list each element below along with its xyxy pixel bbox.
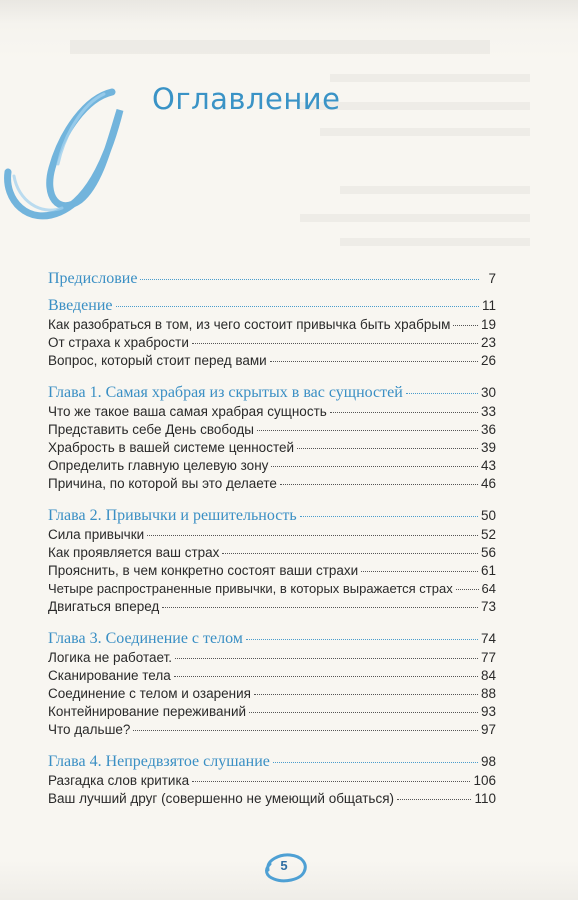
toc-entry-label: Глава 3. Соединение с телом <box>48 630 243 647</box>
dot-leader <box>257 430 478 431</box>
toc-entry-label: Глава 2. Привычки и решительность <box>48 507 297 524</box>
page-title: Оглавление <box>152 82 341 116</box>
toc-entry-page: 7 <box>488 271 496 286</box>
toc-entry-page: 93 <box>480 704 496 719</box>
toc-entry[interactable] <box>48 335 496 353</box>
toc-entry[interactable] <box>48 704 496 722</box>
toc-entry-label: Предисловие <box>48 270 138 287</box>
toc-entry-label: Что же такое ваша самая храбрая сущность <box>48 404 327 419</box>
toc-entry-page: 61 <box>480 563 496 578</box>
toc-entry-page: 110 <box>474 791 496 806</box>
toc-entry-page: 97 <box>480 722 496 737</box>
toc-entry-chapter-2[interactable] <box>48 507 496 527</box>
dot-leader <box>116 306 479 307</box>
toc-entry[interactable] <box>48 422 496 440</box>
toc-entry-label: От страха к храбрости <box>48 335 189 350</box>
toc-entry[interactable] <box>48 686 496 704</box>
toc-entry-label: Контейнирование переживаний <box>48 704 247 719</box>
dot-leader <box>249 712 478 713</box>
toc-entry-page: 33 <box>480 404 496 419</box>
toc-entry-label: Как разобраться в том, из чего состоит привычка быть храбрым <box>48 317 451 332</box>
toc-entry[interactable] <box>48 527 496 545</box>
dot-leader <box>397 799 471 800</box>
dot-leader <box>162 607 478 608</box>
toc-entry-label: Вопрос, который стоит перед вами <box>48 353 267 368</box>
toc-entry-label: Что дальше? <box>48 722 131 737</box>
toc-entry-label: Прояснить, в чем конкретно состоят ваши страхи <box>48 563 359 578</box>
toc-entry-page: 77 <box>480 650 496 665</box>
toc-entry[interactable] <box>48 476 496 494</box>
toc-entry[interactable] <box>48 545 496 563</box>
toc-entry-label: Четыре распространенные привычки, в которых выражается страх <box>48 581 453 596</box>
toc-entry-page: 19 <box>480 317 496 332</box>
toc-entry-introduction[interactable] <box>48 297 496 317</box>
page-number: 5 <box>280 858 288 873</box>
toc-entry-chapter-4[interactable] <box>48 753 496 773</box>
toc-entry[interactable] <box>48 668 496 686</box>
toc-entry-label: Как проявляется ваш страх <box>48 545 220 560</box>
table-of-contents <box>48 270 496 809</box>
toc-entry-label: Разгадка слов критика <box>48 773 190 788</box>
toc-entry-page: 73 <box>480 599 496 614</box>
toc-entry-page: 106 <box>473 773 496 788</box>
toc-entry[interactable] <box>48 440 496 458</box>
toc-entry-label: Храбрость в вашей системе ценностей <box>48 440 295 455</box>
toc-entry[interactable] <box>48 791 496 809</box>
toc-entry-page: 36 <box>480 422 496 437</box>
toc-entry-page: 46 <box>480 476 496 491</box>
dot-leader <box>453 325 478 326</box>
toc-entry-label: Соединение с телом и озарения <box>48 686 251 701</box>
toc-entry-label: Двигаться вперед <box>48 599 160 614</box>
dot-leader <box>147 535 478 536</box>
toc-entry[interactable] <box>48 722 496 740</box>
dot-leader <box>192 781 470 782</box>
toc-entry[interactable] <box>48 353 496 371</box>
toc-entry-page: 43 <box>480 458 496 473</box>
toc-entry-label: Введение <box>48 297 113 314</box>
toc-entry-page: 39 <box>480 440 496 455</box>
toc-entry[interactable] <box>48 404 496 422</box>
toc-entry-label: Сканирование тела <box>48 668 171 683</box>
toc-entry-chapter-3[interactable] <box>48 630 496 650</box>
toc-entry-page: 88 <box>480 686 496 701</box>
dot-leader <box>174 676 478 677</box>
toc-entry-page: 50 <box>480 508 496 523</box>
toc-entry-page: 64 <box>481 581 496 596</box>
toc-entry[interactable] <box>48 317 496 335</box>
dot-leader <box>133 730 478 731</box>
toc-entry-page: 74 <box>480 631 496 646</box>
toc-entry-label: Логика не работает. <box>48 650 173 665</box>
toc-entry-chapter-1[interactable] <box>48 384 496 404</box>
dot-leader <box>254 694 478 695</box>
toc-entry-page: 56 <box>480 545 496 560</box>
toc-entry-page: 52 <box>480 527 496 542</box>
dot-leader <box>273 762 478 763</box>
dot-leader <box>175 658 478 659</box>
toc-entry[interactable] <box>48 773 496 791</box>
dot-leader <box>456 589 479 590</box>
toc-entry-label: Ваш лучший друг (совершенно не умеющий общаться) <box>48 791 395 806</box>
toc-entry-label: Глава 1. Самая храбрая из скрытых в вас сущностей <box>48 384 403 401</box>
dot-leader <box>280 484 478 485</box>
toc-entry-label: Определить главную целевую зону <box>48 458 269 473</box>
dot-leader <box>270 361 478 362</box>
toc-entry-label: Глава 4. Непредвзятое слушание <box>48 753 270 770</box>
dot-leader <box>406 393 478 394</box>
dot-leader <box>246 639 478 640</box>
toc-entry[interactable] <box>48 650 496 668</box>
toc-entry[interactable] <box>48 599 496 617</box>
toc-entry-page: 84 <box>480 668 496 683</box>
toc-entry-page: 11 <box>481 298 496 313</box>
dot-leader <box>330 412 478 413</box>
toc-entry-page: 23 <box>480 335 496 350</box>
toc-entry-preface[interactable] <box>48 270 496 290</box>
dot-leader <box>271 466 478 467</box>
dot-leader <box>222 553 478 554</box>
toc-entry-page: 26 <box>480 353 496 368</box>
toc-entry-label: Причина, по которой вы это делаете <box>48 476 277 491</box>
dot-leader <box>297 448 478 449</box>
toc-entry-page: 30 <box>480 385 496 400</box>
page-number-badge <box>258 850 310 886</box>
toc-entry-label: Сила привычки <box>48 527 145 542</box>
dot-leader <box>300 516 478 517</box>
dot-leader <box>192 343 478 344</box>
dot-leader <box>140 279 479 280</box>
decorative-swirl <box>0 80 150 230</box>
toc-entry[interactable] <box>48 563 496 581</box>
toc-entry[interactable] <box>48 458 496 476</box>
toc-entry-page: 98 <box>480 754 496 769</box>
dot-leader <box>361 571 478 572</box>
toc-entry[interactable] <box>48 581 496 599</box>
toc-entry-label: Представить себе День свободы <box>48 422 254 437</box>
